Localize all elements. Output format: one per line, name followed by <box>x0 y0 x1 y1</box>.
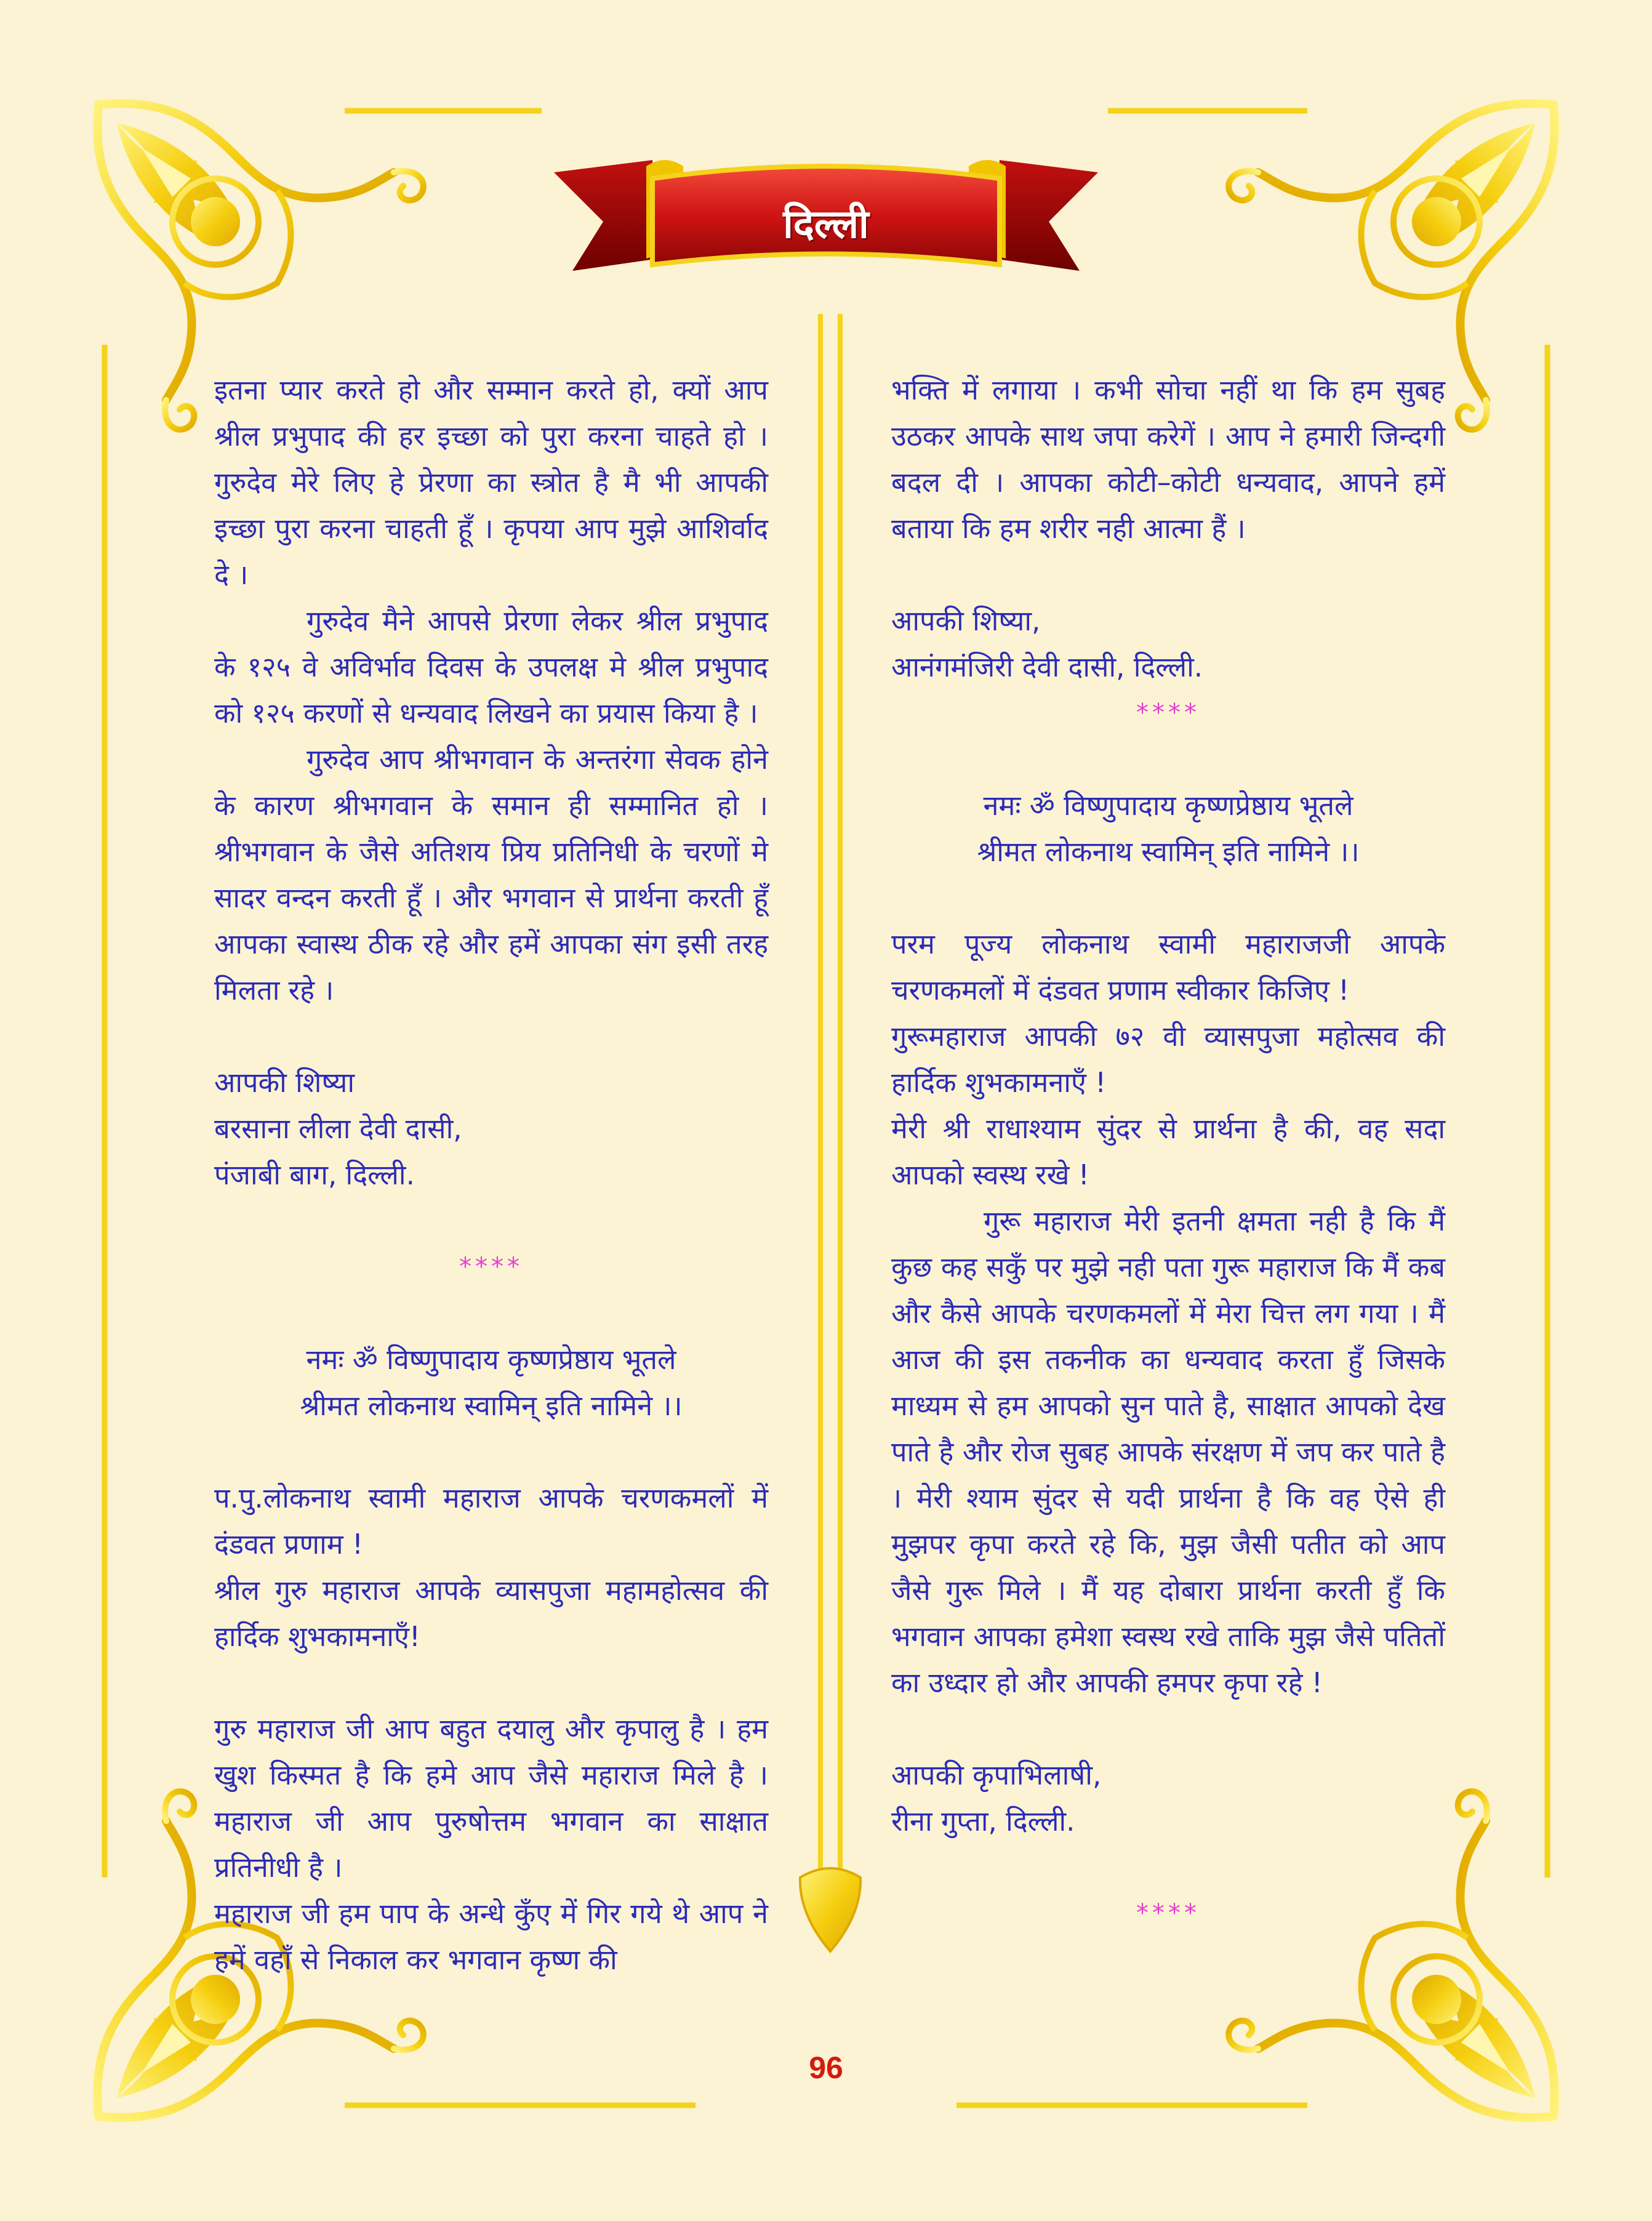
letter-paragraph: गुरुदेव आप श्रीभगवान के अन्तरंगा सेवक होने के कारण श्रीभगवान के समान ही सम्मानित हो । श्रीभगवान के जैसे अतिशय प्रिय प्रतिनिधी के चरणों मे सादर वन्दन करती हूँ । और भगवान से प्रार्थना करती हूँ आपका स्वास्थ ठीक रहे और हमें आपका संग इसी तरह मिलता रहे । <box>214 743 768 1006</box>
signature-line: रीना गुप्ता, दिल्ली. <box>891 1805 1075 1837</box>
letter-paragraph: गुरू महाराज मेरी इतनी क्षमता नही है कि मैं कुछ कह सकुँ पर मुझे नही पता गुरू महाराज कि मैं कब और कैसे आपके चरणकमलों में मेरा चित्त लग गया । मैं आज की इस तकनीक का धन्यवाद करता हुँ जिसके माध्यम से हम आपको सुन पाते है, साक्षात आपको देख पाते है और रोज सुबह आपके संरक्षण में जप कर पाते है । मेरी श्याम सुंदर से यदी प्रार्थना है कि वह ऐसे ही मुझपर कृपा करते रहे कि, मुझ जैसी पतीत को आप जैसे गुरू मिले । मैं यह दोबारा प्रार्थना करती हुँ कि भगवान आपका हमेशा स्वस्थ रखे ताकि मुझ जैसे पतितों का उध्दार हो और आपकी हमपर कृपा रहे ! <box>891 1205 1445 1699</box>
signature-line: पंजाबी बाग, दिल्ली. <box>214 1159 415 1191</box>
letter-paragraph: इतना प्यार करते हो और सम्मान करते हो, क्यों आप श्रील प्रभुपाद की हर इच्छा को पुरा करना चाहते हो । गुरुदेव मेरे लिए हे प्रेरणा का स्त्रोत है मै भी आपकी इच्छा पुरा करना चाहती हूँ । कृपया आप मुझे आशिर्वाद दे । <box>214 374 768 591</box>
signature-line: आनंगमंजिरी देवी दासी, दिल्ली. <box>891 651 1203 683</box>
section-separator-stars: **** <box>1136 1899 1200 1927</box>
mantra-line: नमः ॐ विष्णुपादाय कृष्णप्रेष्ठाय भूतले <box>983 789 1353 822</box>
mantra-line: श्रीमत लोकनाथ स्वामिन् इति नामिने ।। <box>977 835 1360 868</box>
letter-paragraph: गुरु महाराज जी आप बहुत दयालु और कृपालु है । हम खुश किस्मत है कि हमे आप जैसे महाराज मिले है । महाराज जी आप पुरुषोत्तम भगवान का साक्षात प्रतिनीधी है । <box>214 1713 768 1884</box>
page-number: 96 <box>809 2050 843 2085</box>
mantra-line: नमः ॐ विष्णुपादाय कृष्णप्रेष्ठाय भूतले <box>306 1343 676 1376</box>
letter-paragraph: श्रील गुरु महाराज आपके व्यासपुजा महामहोत्सव की हार्दिक शुभकामनाएँ! <box>214 1574 768 1653</box>
signature-line: आपकी शिष्या <box>214 1066 355 1099</box>
column-divider <box>800 314 860 1951</box>
letter-paragraph: गुरूमहाराज आपकी ७२ वी व्यासपुजा महोत्सव की हार्दिक शुभकामनाएँ ! <box>891 1020 1445 1099</box>
page-title: दिल्ली <box>783 201 869 247</box>
section-separator-stars: **** <box>1136 699 1200 727</box>
letter-paragraph: भक्ति में लगाया । कभी सोचा नहीं था कि हम सुबह उठकर आपके साथ जपा करेगें । आप ने हमारी जिन्दगी बदल दी । आपका कोटी–कोटी धन्यवाद, आपने हमें बताया कि हम शरीर नही आत्मा हैं । <box>891 374 1445 545</box>
letter-paragraph: मेरी श्री राधाश्याम सुंदर से प्रार्थना है की, वह सदा आपको स्वस्थ रखे ! <box>891 1112 1445 1191</box>
right-column <box>891 367 1445 1937</box>
signature-line: आपकी कृपाभिलाषी, <box>891 1759 1102 1791</box>
letter-paragraph: गुरुदेव मैने आपसे प्रेरणा लेकर श्रील प्रभुपाद के १२५ वे अविर्भाव दिवस के उपलक्ष मे श्रील प्रभुपाद को १२५ करणों से धन्यवाद लिखने का प्रयास किया है । <box>214 604 768 729</box>
signature-line: आपकी शिष्या, <box>891 604 1041 637</box>
letter-paragraph: महाराज जी हम पाप के अन्धे कुँए में गिर गये थे आप ने हमें वहाँ से निकाल कर भगवान कृष्ण की <box>214 1897 768 1976</box>
letter-paragraph: परम पूज्य लोकनाथ स्वामी महाराजजी आपके चरणकमलों में दंडवत प्रणाम स्वीकार किजिए ! <box>891 928 1445 1006</box>
section-separator-stars: **** <box>459 1253 523 1281</box>
left-column <box>214 367 768 1983</box>
mantra-line: श्रीमत लोकनाथ स्वामिन् इति नामिने ।। <box>300 1389 683 1422</box>
letter-paragraph: प.पु.लोकनाथ स्वामी महाराज आपके चरणकमलों में दंडवत प्रणाम ! <box>214 1482 768 1560</box>
signature-line: बरसाना लीला देवी दासी, <box>214 1112 462 1145</box>
